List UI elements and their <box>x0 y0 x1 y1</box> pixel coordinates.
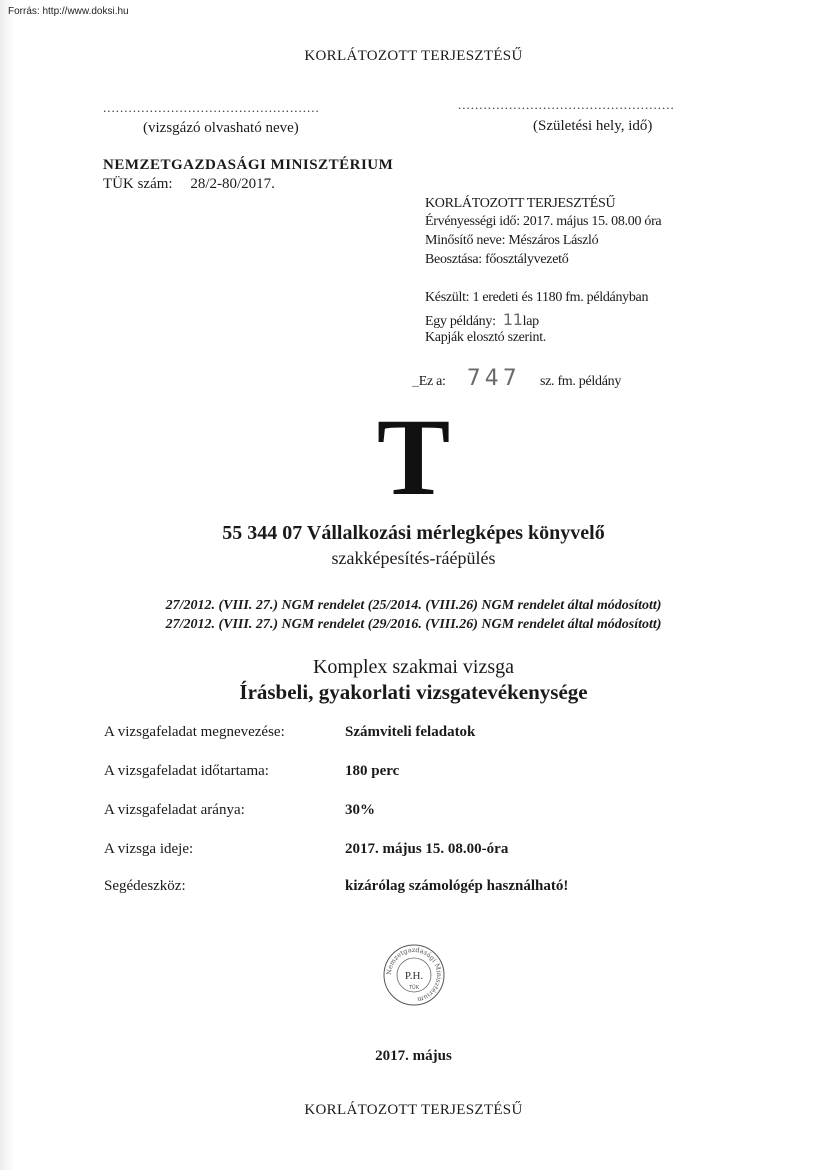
classifier: Minősítő neve: Mészáros László <box>425 233 599 248</box>
detail-label: A vizsga ideje: <box>104 841 194 857</box>
regulation-1: 27/2012. (VIII. 27.) NGM rendelet (25/2014. (VIII.26) NGM rendelet által módosított) <box>165 598 662 613</box>
restricted-header: KORLÁTOZOTT TERJESZTÉSŰ <box>304 48 523 64</box>
source-url: Forrás: http://www.doksi.hu <box>8 6 129 17</box>
copy-prefix: Egy példány: <box>425 314 496 329</box>
detail-value: 30% <box>345 802 375 818</box>
copy-suffix: lap <box>522 314 539 329</box>
written-activity: Írásbeli, gyakorlati vizsgatevékenysége <box>239 680 588 704</box>
official-seal-icon <box>383 944 445 1006</box>
birth-label: (Születési hely, idő) <box>533 118 653 134</box>
birth-dotted-line: ................................................... <box>458 97 675 112</box>
classification-restricted: KORLÁTOZOTT TERJESZTÉSŰ <box>425 196 616 211</box>
validity: Érvényességi idő: 2017. május 15. 08.00 óra <box>425 214 662 229</box>
this-is-label: Ez a: <box>418 374 446 389</box>
detail-label: Segédeszköz: <box>104 878 186 894</box>
distribution: Kapják elosztó szerint. <box>425 330 547 345</box>
copies-made: Készült: 1 eredeti és 1180 fm. példányban <box>425 290 649 305</box>
seal-center-text: P.H. <box>404 970 424 982</box>
detail-value: Számviteli feladatok <box>345 724 476 740</box>
seal-bottom-text: TÜK <box>409 985 419 991</box>
exam-subtitle: szakképesítés-ráépülés <box>331 548 496 568</box>
handwritten-page-count: 11 <box>502 310 523 329</box>
seal-ring-text: Nemzetgazdasági Minisztérium <box>384 945 444 1004</box>
issue-date: 2017. május <box>375 1048 452 1064</box>
stamped-copy-number: 747 <box>466 366 521 391</box>
exam-letter: T <box>376 396 451 518</box>
name-label: (vizsgázó olvasható neve) <box>143 120 299 136</box>
copy-number-suffix: sz. fm. példány <box>539 374 622 389</box>
detail-label: A vizsgafeladat időtartama: <box>104 763 269 779</box>
position: Beosztása: főosztályvezető <box>425 252 569 267</box>
detail-label: A vizsgafeladat aránya: <box>104 802 245 818</box>
ministry-name: NEMZETGAZDASÁGI MINISZTÉRIUM <box>103 157 394 173</box>
regulation-2: 27/2012. (VIII. 27.) NGM rendelet (29/2016. (VIII.26) NGM rendelet által módosított) <box>165 617 662 632</box>
copy-pages <box>425 310 539 330</box>
restricted-footer: KORLÁTOZOTT TERJESZTÉSŰ <box>304 1102 523 1118</box>
name-dotted-line: ................................................... <box>103 100 320 115</box>
detail-value: 180 perc <box>345 763 400 779</box>
tuk-value: 28/2-80/2017. <box>190 176 275 192</box>
tuk-number <box>103 176 275 193</box>
detail-value: 2017. május 15. 08.00-óra <box>345 841 509 857</box>
copy-number-line: _Ez a: 747 sz. fm. példány <box>412 366 622 391</box>
complex-exam: Komplex szakmai vizsga <box>312 656 515 678</box>
detail-value: kizárólag számológép használható! <box>345 878 569 894</box>
exam-title: 55 344 07 Vállalkozási mérlegképes könyvelő <box>222 522 605 544</box>
detail-label: A vizsgafeladat megnevezése: <box>104 724 285 740</box>
tuk-label: TÜK szám: <box>103 176 173 192</box>
scan-edge-shadow <box>0 0 14 1170</box>
